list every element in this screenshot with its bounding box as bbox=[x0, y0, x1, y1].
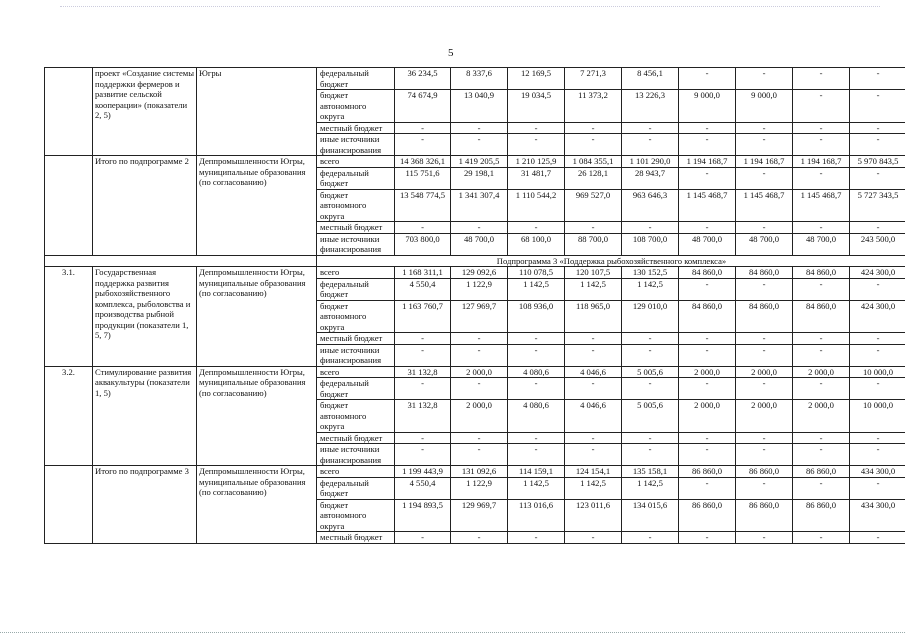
amount-cell: 12 169,5 bbox=[508, 68, 565, 90]
amount-cell: 11 373,2 bbox=[565, 90, 622, 123]
amount-cell: 8 337,6 bbox=[451, 68, 508, 90]
item-number bbox=[45, 156, 93, 256]
amount-cell: - bbox=[565, 432, 622, 444]
funding-source: бюджет автономного округа bbox=[317, 189, 395, 222]
amount-cell: - bbox=[736, 68, 793, 90]
amount-cell: - bbox=[850, 378, 905, 400]
amount-cell: 127 969,7 bbox=[451, 300, 508, 333]
amount-cell: 135 158,1 bbox=[622, 466, 679, 478]
amount-cell: 1 168 311,1 bbox=[395, 267, 451, 279]
amount-cell: 5 727 343,5 bbox=[850, 189, 905, 222]
amount-cell: - bbox=[508, 344, 565, 366]
amount-cell: - bbox=[508, 222, 565, 234]
item-executor: Югры bbox=[197, 68, 317, 156]
amount-cell: 5 005,6 bbox=[622, 400, 679, 433]
amount-cell: - bbox=[679, 134, 736, 156]
item-name: проект «Создание системы поддержки фермеров и развитие сельской кооперации» (показатели 2, 5) bbox=[93, 68, 197, 156]
funding-source: бюджет автономного округа bbox=[317, 90, 395, 123]
amount-cell: 1 419 205,5 bbox=[451, 156, 508, 168]
amount-cell: - bbox=[736, 333, 793, 345]
amount-cell: 19 034,5 bbox=[508, 90, 565, 123]
amount-cell: - bbox=[451, 333, 508, 345]
amount-cell: - bbox=[736, 532, 793, 544]
funding-source: всего bbox=[317, 156, 395, 168]
funding-source: местный бюджет bbox=[317, 122, 395, 134]
amount-cell: 26 128,1 bbox=[565, 167, 622, 189]
item-name: Стимулирование развития аквакультуры (показатели 1, 5) bbox=[93, 366, 197, 466]
amount-cell: - bbox=[679, 532, 736, 544]
amount-cell: - bbox=[565, 122, 622, 134]
amount-cell: - bbox=[679, 444, 736, 466]
amount-cell: 2 000,0 bbox=[736, 400, 793, 433]
amount-cell: 1 194 168,7 bbox=[793, 156, 850, 168]
item-name: Государственная поддержка развития рыбохозяйственного комплекса, рыболовства и производства рыбной продукции (показатели 1, 5, 7) bbox=[93, 267, 197, 367]
amount-cell: 1 142,5 bbox=[508, 278, 565, 300]
amount-cell: - bbox=[565, 532, 622, 544]
amount-cell: - bbox=[451, 134, 508, 156]
amount-cell: 124 154,1 bbox=[565, 466, 622, 478]
amount-cell: 2 000,0 bbox=[736, 366, 793, 378]
amount-cell: 2 000,0 bbox=[451, 400, 508, 433]
amount-cell: - bbox=[395, 122, 451, 134]
amount-cell: 36 234,5 bbox=[395, 68, 451, 90]
amount-cell: - bbox=[622, 344, 679, 366]
amount-cell: - bbox=[850, 532, 905, 544]
amount-cell: 31 481,7 bbox=[508, 167, 565, 189]
amount-cell: 243 500,0 bbox=[850, 233, 905, 255]
funding-source: федеральный бюджет bbox=[317, 477, 395, 499]
amount-cell: 84 860,0 bbox=[793, 300, 850, 333]
item-executor: Деппромышленности Югры, муниципальные образования (по согласованию) bbox=[197, 267, 317, 367]
amount-cell: 88 700,0 bbox=[565, 233, 622, 255]
amount-cell: 1 122,9 bbox=[451, 278, 508, 300]
amount-cell: - bbox=[451, 444, 508, 466]
amount-cell: 1 142,5 bbox=[622, 477, 679, 499]
amount-cell: 84 860,0 bbox=[679, 300, 736, 333]
amount-cell: 134 015,6 bbox=[622, 499, 679, 532]
amount-cell: 4 550,4 bbox=[395, 278, 451, 300]
amount-cell: 4 080,6 bbox=[508, 366, 565, 378]
amount-cell: - bbox=[395, 222, 451, 234]
amount-cell: 86 860,0 bbox=[793, 466, 850, 478]
amount-cell: - bbox=[736, 477, 793, 499]
item-number: 3.2. bbox=[45, 366, 93, 466]
amount-cell: - bbox=[736, 167, 793, 189]
amount-cell: - bbox=[736, 278, 793, 300]
funding-source: всего bbox=[317, 267, 395, 279]
table-row bbox=[45, 466, 905, 478]
amount-cell: - bbox=[508, 134, 565, 156]
amount-cell: - bbox=[793, 333, 850, 345]
amount-cell: - bbox=[622, 134, 679, 156]
amount-cell: 68 100,0 bbox=[508, 233, 565, 255]
amount-cell: 424 300,0 bbox=[850, 300, 905, 333]
amount-cell: - bbox=[565, 378, 622, 400]
amount-cell: 1 194 168,7 bbox=[736, 156, 793, 168]
amount-cell: 8 456,1 bbox=[622, 68, 679, 90]
amount-cell: 86 860,0 bbox=[736, 466, 793, 478]
item-number bbox=[45, 68, 93, 156]
amount-cell: 14 368 326,1 bbox=[395, 156, 451, 168]
amount-cell: 1 145 468,7 bbox=[793, 189, 850, 222]
amount-cell: 1 163 760,7 bbox=[395, 300, 451, 333]
amount-cell: - bbox=[793, 134, 850, 156]
amount-cell: 86 860,0 bbox=[793, 499, 850, 532]
amount-cell: 31 132,8 bbox=[395, 400, 451, 433]
item-number: 3.1. bbox=[45, 267, 93, 367]
amount-cell: - bbox=[793, 344, 850, 366]
amount-cell: - bbox=[850, 134, 905, 156]
amount-cell: - bbox=[622, 444, 679, 466]
amount-cell: 434 300,0 bbox=[850, 466, 905, 478]
amount-cell: 130 152,5 bbox=[622, 267, 679, 279]
amount-cell: 424 300,0 bbox=[850, 267, 905, 279]
funding-source: федеральный бюджет bbox=[317, 378, 395, 400]
amount-cell: - bbox=[793, 222, 850, 234]
amount-cell: 74 674,9 bbox=[395, 90, 451, 123]
amount-cell: 1 145 468,7 bbox=[736, 189, 793, 222]
funding-source: местный бюджет bbox=[317, 222, 395, 234]
amount-cell: 1 110 544,2 bbox=[508, 189, 565, 222]
amount-cell: 120 107,5 bbox=[565, 267, 622, 279]
amount-cell: 434 300,0 bbox=[850, 499, 905, 532]
item-number bbox=[45, 466, 93, 544]
amount-cell: 48 700,0 bbox=[793, 233, 850, 255]
amount-cell: - bbox=[679, 477, 736, 499]
amount-cell: 13 548 774,5 bbox=[395, 189, 451, 222]
amount-cell: 28 943,7 bbox=[622, 167, 679, 189]
amount-cell: - bbox=[850, 333, 905, 345]
table-row bbox=[45, 267, 905, 279]
amount-cell: 1 122,9 bbox=[451, 477, 508, 499]
amount-cell: - bbox=[736, 378, 793, 400]
funding-source: федеральный бюджет bbox=[317, 68, 395, 90]
amount-cell: - bbox=[736, 134, 793, 156]
funding-source: бюджет автономного округа bbox=[317, 499, 395, 532]
amount-cell: 1 084 355,1 bbox=[565, 156, 622, 168]
amount-cell: - bbox=[508, 444, 565, 466]
amount-cell: 1 142,5 bbox=[565, 477, 622, 499]
funding-source: бюджет автономного округа bbox=[317, 400, 395, 433]
amount-cell: 48 700,0 bbox=[451, 233, 508, 255]
amount-cell: 10 000,0 bbox=[850, 366, 905, 378]
amount-cell: - bbox=[565, 344, 622, 366]
amount-cell: 108 700,0 bbox=[622, 233, 679, 255]
funding-source: местный бюджет bbox=[317, 532, 395, 544]
amount-cell: - bbox=[679, 432, 736, 444]
amount-cell: 129 092,6 bbox=[451, 267, 508, 279]
amount-cell: - bbox=[850, 167, 905, 189]
amount-cell: 2 000,0 bbox=[793, 400, 850, 433]
amount-cell: 84 860,0 bbox=[736, 267, 793, 279]
amount-cell: - bbox=[565, 333, 622, 345]
amount-cell: 963 646,3 bbox=[622, 189, 679, 222]
amount-cell: - bbox=[622, 122, 679, 134]
amount-cell: - bbox=[622, 378, 679, 400]
amount-cell: - bbox=[736, 444, 793, 466]
amount-cell: 1 194 168,7 bbox=[679, 156, 736, 168]
amount-cell: 5 005,6 bbox=[622, 366, 679, 378]
amount-cell: 1 142,5 bbox=[508, 477, 565, 499]
item-name: Итого по подпрограмме 2 bbox=[93, 156, 197, 256]
amount-cell: - bbox=[508, 122, 565, 134]
amount-cell: 29 198,1 bbox=[451, 167, 508, 189]
amount-cell: 1 210 125,9 bbox=[508, 156, 565, 168]
amount-cell: 4 046,6 bbox=[565, 400, 622, 433]
funding-source: всего bbox=[317, 366, 395, 378]
amount-cell: 10 000,0 bbox=[850, 400, 905, 433]
amount-cell: - bbox=[451, 122, 508, 134]
amount-cell: 13 226,3 bbox=[622, 90, 679, 123]
amount-cell: - bbox=[395, 134, 451, 156]
amount-cell: - bbox=[850, 222, 905, 234]
amount-cell: 31 132,8 bbox=[395, 366, 451, 378]
amount-cell: 110 078,5 bbox=[508, 267, 565, 279]
funding-source: местный бюджет bbox=[317, 432, 395, 444]
amount-cell: - bbox=[736, 222, 793, 234]
amount-cell: - bbox=[451, 378, 508, 400]
amount-cell: - bbox=[395, 444, 451, 466]
amount-cell: 113 016,6 bbox=[508, 499, 565, 532]
amount-cell: - bbox=[793, 432, 850, 444]
amount-cell: 129 010,0 bbox=[622, 300, 679, 333]
amount-cell: 1 145 468,7 bbox=[679, 189, 736, 222]
amount-cell: - bbox=[679, 378, 736, 400]
amount-cell: - bbox=[508, 378, 565, 400]
amount-cell: - bbox=[395, 344, 451, 366]
amount-cell: - bbox=[508, 432, 565, 444]
amount-cell: 13 040,9 bbox=[451, 90, 508, 123]
amount-cell: - bbox=[793, 532, 850, 544]
amount-cell: - bbox=[622, 432, 679, 444]
amount-cell: - bbox=[451, 222, 508, 234]
amount-cell: - bbox=[850, 344, 905, 366]
amount-cell: 1 101 290,0 bbox=[622, 156, 679, 168]
amount-cell: - bbox=[395, 532, 451, 544]
amount-cell: - bbox=[793, 90, 850, 123]
funding-source: федеральный бюджет bbox=[317, 167, 395, 189]
amount-cell: - bbox=[850, 477, 905, 499]
amount-cell: 84 860,0 bbox=[736, 300, 793, 333]
empty-cell bbox=[45, 255, 317, 267]
funding-source: иные источники финансирования bbox=[317, 134, 395, 156]
amount-cell: - bbox=[565, 444, 622, 466]
amount-cell: - bbox=[679, 344, 736, 366]
table-row bbox=[45, 68, 905, 90]
amount-cell: 123 011,6 bbox=[565, 499, 622, 532]
amount-cell: 5 970 843,5 bbox=[850, 156, 905, 168]
amount-cell: 1 194 893,5 bbox=[395, 499, 451, 532]
amount-cell: 48 700,0 bbox=[679, 233, 736, 255]
funding-source: местный бюджет bbox=[317, 333, 395, 345]
funding-source: иные источники финансирования bbox=[317, 344, 395, 366]
amount-cell: - bbox=[793, 444, 850, 466]
amount-cell: - bbox=[622, 222, 679, 234]
amount-cell: - bbox=[508, 532, 565, 544]
amount-cell: - bbox=[793, 477, 850, 499]
amount-cell: 4 046,6 bbox=[565, 366, 622, 378]
amount-cell: 86 860,0 bbox=[679, 466, 736, 478]
amount-cell: - bbox=[793, 122, 850, 134]
amount-cell: - bbox=[565, 222, 622, 234]
amount-cell: 108 936,0 bbox=[508, 300, 565, 333]
amount-cell: - bbox=[850, 432, 905, 444]
amount-cell: 1 199 443,9 bbox=[395, 466, 451, 478]
amount-cell: - bbox=[395, 333, 451, 345]
page-number: 5 bbox=[448, 47, 454, 59]
amount-cell: - bbox=[622, 333, 679, 345]
item-executor: Деппромышленности Югры, муниципальные образования (по согласованию) bbox=[197, 156, 317, 256]
amount-cell: - bbox=[793, 278, 850, 300]
amount-cell: - bbox=[793, 167, 850, 189]
amount-cell: 9 000,0 bbox=[736, 90, 793, 123]
amount-cell: - bbox=[451, 532, 508, 544]
amount-cell: 84 860,0 bbox=[793, 267, 850, 279]
amount-cell: 115 751,6 bbox=[395, 167, 451, 189]
amount-cell: 114 159,1 bbox=[508, 466, 565, 478]
amount-cell: 969 527,0 bbox=[565, 189, 622, 222]
amount-cell: 131 092,6 bbox=[451, 466, 508, 478]
amount-cell: - bbox=[679, 122, 736, 134]
item-name: Итого по подпрограмме 3 bbox=[93, 466, 197, 544]
funding-source: бюджет автономного округа bbox=[317, 300, 395, 333]
amount-cell: - bbox=[736, 432, 793, 444]
amount-cell: - bbox=[508, 333, 565, 345]
amount-cell: 129 969,7 bbox=[451, 499, 508, 532]
funding-source: всего bbox=[317, 466, 395, 478]
amount-cell: - bbox=[736, 122, 793, 134]
amount-cell: - bbox=[679, 222, 736, 234]
amount-cell: - bbox=[679, 278, 736, 300]
amount-cell: 48 700,0 bbox=[736, 233, 793, 255]
amount-cell: 86 860,0 bbox=[736, 499, 793, 532]
amount-cell: 4 080,6 bbox=[508, 400, 565, 433]
subprogram-title: Подпрограмма 3 «Поддержка рыбохозяйственного комплекса» bbox=[317, 255, 905, 267]
amount-cell: 2 000,0 bbox=[451, 366, 508, 378]
amount-cell: - bbox=[395, 432, 451, 444]
amount-cell: 4 550,4 bbox=[395, 477, 451, 499]
amount-cell: - bbox=[679, 167, 736, 189]
amount-cell: 84 860,0 bbox=[679, 267, 736, 279]
amount-cell: 703 800,0 bbox=[395, 233, 451, 255]
amount-cell: 118 965,0 bbox=[565, 300, 622, 333]
table-row bbox=[45, 366, 905, 378]
amount-cell: 7 271,3 bbox=[565, 68, 622, 90]
amount-cell: - bbox=[850, 122, 905, 134]
amount-cell: 86 860,0 bbox=[679, 499, 736, 532]
amount-cell: - bbox=[622, 532, 679, 544]
amount-cell: - bbox=[850, 444, 905, 466]
amount-cell: 2 000,0 bbox=[679, 366, 736, 378]
item-executor: Деппромышленности Югры, муниципальные образования (по согласованию) bbox=[197, 366, 317, 466]
amount-cell: 9 000,0 bbox=[679, 90, 736, 123]
funding-source: иные источники финансирования bbox=[317, 444, 395, 466]
funding-source: иные источники финансирования bbox=[317, 233, 395, 255]
amount-cell: - bbox=[850, 278, 905, 300]
subprogram-header-row bbox=[45, 255, 905, 267]
scan-bottom-edge bbox=[0, 632, 905, 633]
financing-table bbox=[44, 67, 905, 544]
item-executor: Деппромышленности Югры, муниципальные образования (по согласованию) bbox=[197, 466, 317, 544]
amount-cell: - bbox=[850, 90, 905, 123]
amount-cell: - bbox=[679, 333, 736, 345]
funding-source: федеральный бюджет bbox=[317, 278, 395, 300]
amount-cell: - bbox=[736, 344, 793, 366]
amount-cell: 1 142,5 bbox=[622, 278, 679, 300]
amount-cell: - bbox=[793, 68, 850, 90]
amount-cell: - bbox=[679, 68, 736, 90]
amount-cell: 1 142,5 bbox=[565, 278, 622, 300]
amount-cell: - bbox=[565, 134, 622, 156]
amount-cell: - bbox=[451, 344, 508, 366]
amount-cell: - bbox=[850, 68, 905, 90]
amount-cell: - bbox=[451, 432, 508, 444]
amount-cell: 2 000,0 bbox=[679, 400, 736, 433]
scan-top-edge bbox=[60, 6, 880, 7]
amount-cell: - bbox=[395, 378, 451, 400]
table-row bbox=[45, 156, 905, 168]
amount-cell: 2 000,0 bbox=[793, 366, 850, 378]
amount-cell: - bbox=[793, 378, 850, 400]
amount-cell: 1 341 307,4 bbox=[451, 189, 508, 222]
